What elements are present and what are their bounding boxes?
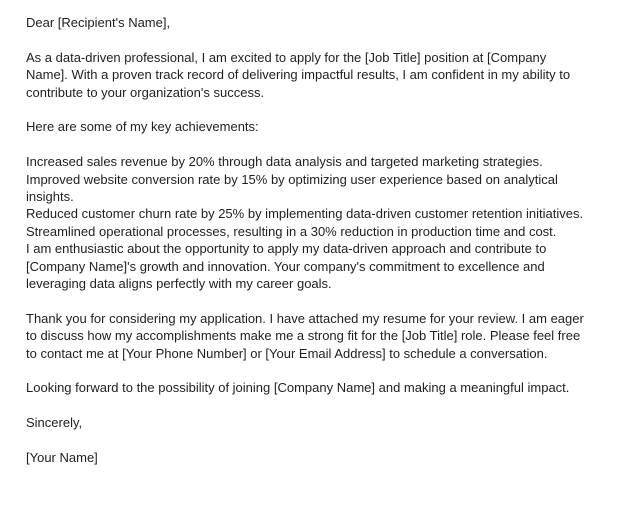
closing: Sincerely, bbox=[26, 415, 83, 431]
achievements-list bbox=[26, 153, 589, 292]
intro-paragraph: As a data-driven professional, I am excited to apply for the [Job Title] position at [Company Name]. With a proven track record of delivering impactful results, I am confident in my ability to contribute to your organization's success. bbox=[26, 49, 571, 100]
signature: [Your Name] bbox=[26, 450, 98, 466]
achievements-heading: Here are some of my key achievements: bbox=[26, 119, 259, 135]
achievement-item: Increased sales revenue by 20% through data analysis and targeted marketing strategies. bbox=[26, 154, 543, 170]
greeting: Dear [Recipient's Name], bbox=[26, 15, 171, 30]
enthusiasm-paragraph: I am enthusiastic about the opportunity to apply my data-driven approach and contribute to [Company Name]'s growth and innovation. Your company's commitment to excellence and leveraging data aligns perfectly with my career goals. bbox=[26, 241, 547, 292]
looking-forward-paragraph: Looking forward to the possibility of joining [Company Name] and making a meaningful impact. bbox=[26, 380, 570, 396]
achievement-item: Streamlined operational processes, resulting in a 30% reduction in production time and cost. bbox=[26, 223, 557, 239]
achievement-item: Reduced customer churn rate by 25% by implementing data-driven customer retention initiatives. bbox=[26, 206, 584, 222]
achievement-item: Improved website conversion rate by 15% by optimizing user experience based on analytical insights. bbox=[26, 171, 558, 205]
thanks-paragraph: Thank you for considering my application. I have attached my resume for your review. I am eager to discuss how my accomplishments make me a strong fit for the [Job Title] role. Please feel free to contact me at [Your Phone Number] or [Your Email Address] to schedule a conversation. bbox=[26, 310, 584, 361]
